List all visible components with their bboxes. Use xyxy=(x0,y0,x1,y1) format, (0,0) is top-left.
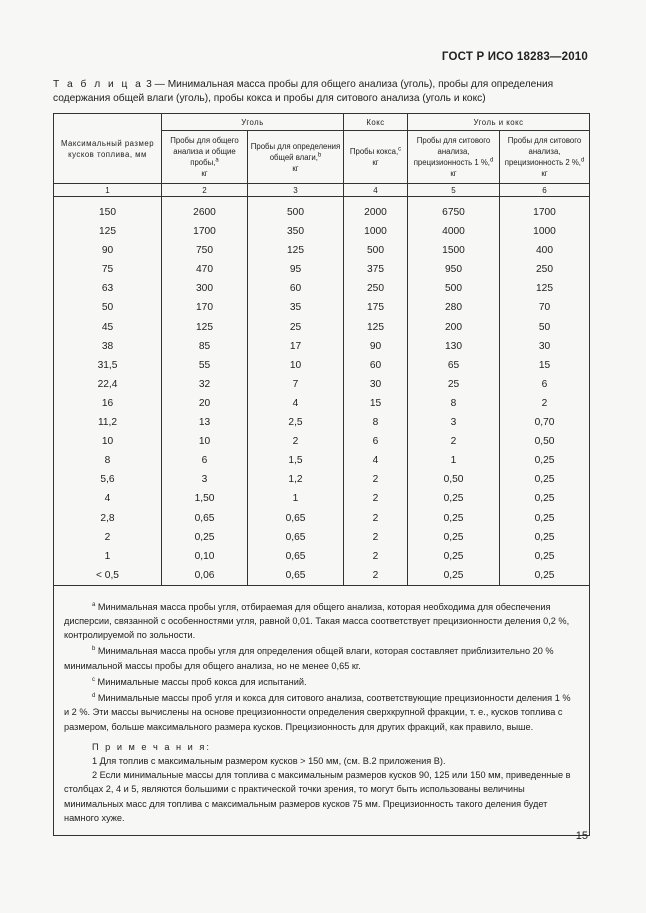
table-cell: 4000 xyxy=(442,226,465,238)
table-cell: 500 xyxy=(367,245,384,257)
table-cell: 0,25 xyxy=(534,493,555,505)
table-cell: 2 xyxy=(372,550,379,562)
table-cell: 2 xyxy=(104,531,111,543)
table-cell: 10 xyxy=(101,436,114,448)
table-cell: 2600 xyxy=(193,207,216,218)
document-header: ГОСТ Р ИСО 18283—2010 xyxy=(441,51,588,63)
table-cell: 2 xyxy=(372,493,379,505)
header-sieve-2pct xyxy=(500,131,590,184)
table-cell: 2 xyxy=(372,569,379,581)
table-cell: 0,25 xyxy=(534,474,555,486)
table-cell: 280 xyxy=(445,302,462,314)
table-cell: 250 xyxy=(536,264,553,276)
table-cell: 25 xyxy=(447,378,460,390)
table-caption xyxy=(53,78,593,106)
table-cell: 6 xyxy=(541,378,548,390)
footnote-ref-d: d xyxy=(580,157,585,164)
table-cell: 50 xyxy=(101,302,114,314)
table-cell: 2 xyxy=(450,436,457,448)
table-cell: 0,65 xyxy=(194,512,215,524)
page-number: 15 xyxy=(575,830,588,842)
table-cell: 1500 xyxy=(442,245,465,257)
column-sieve-1pct xyxy=(408,197,500,586)
table-cell: 20 xyxy=(198,397,211,409)
table-cell: 31,5 xyxy=(97,359,118,371)
footnote-text: Минимальные массы проб кокса для испытаний. xyxy=(95,676,307,687)
sample-mass-table xyxy=(53,113,590,836)
column-sieve-2pct xyxy=(500,197,590,586)
table-cell: 90 xyxy=(101,245,114,257)
table-cell: 3 xyxy=(201,474,208,486)
table-cell: 0,10 xyxy=(194,550,215,562)
header-sieve1-text: Пробы для ситового анализа, прецизионность 1 %, xyxy=(413,136,491,167)
table-cell: 90 xyxy=(369,340,382,352)
table-cell: 16 xyxy=(101,397,114,409)
table-cell: 500 xyxy=(445,283,462,295)
notes-row xyxy=(54,585,590,835)
table-cell: 0,25 xyxy=(534,550,555,562)
table-cell: 250 xyxy=(367,283,384,295)
note-item: 2 Если минимальные массы для топлива с максимальным размеров кусков 90, 125 или 150 мм, приведенные в столбцах 2, 4 и 5, являются большими с практической точки зрения, то могут быть использованы величины минимальных масс для топлива с максимальным размеров кусков 75 мм. Прецизионность такого деления будет намного хуже. xyxy=(64,770,571,823)
header-unit: кг xyxy=(541,169,548,178)
table-cell: 2 xyxy=(292,436,299,448)
table-cell: 25 xyxy=(289,321,302,333)
footnote-ref-c: c xyxy=(398,146,402,153)
table-cell: 60 xyxy=(369,359,382,371)
table-cell: 55 xyxy=(198,359,211,371)
column-number: 2 xyxy=(162,184,248,197)
column-general-analysis xyxy=(162,197,248,586)
table-cell: 1 xyxy=(104,550,111,562)
table-cell: 0,70 xyxy=(534,417,555,429)
footnote-text: Минимальная масса пробы угля для определения общей влаги, которая составляет приблизительно 20 % минимальной массы пробы для общего анализа, но не менее 0,65 кг. xyxy=(64,646,554,671)
table-cell: 4 xyxy=(104,493,111,505)
table-cell: 4 xyxy=(292,397,299,409)
table-cell: 0,50 xyxy=(443,474,464,486)
note-item: 1 Для топлив с максимальным размером кусков > 150 мм, (см. В.2 приложения В). xyxy=(92,755,446,766)
table-cell: 3 xyxy=(450,417,457,429)
table-cell: 45 xyxy=(101,321,114,333)
table-cell: 0,25 xyxy=(443,493,464,505)
table-cell: 6 xyxy=(372,436,379,448)
table-cell: 125 xyxy=(367,321,384,333)
table-cell: 125 xyxy=(99,226,116,238)
table-cell: 0,65 xyxy=(285,531,306,543)
footnote-ref-a: a xyxy=(215,157,219,164)
group-header-coal-coke: Уголь и кокс xyxy=(408,114,590,131)
table-cell: 10 xyxy=(289,359,302,371)
table-cell: 2 xyxy=(372,512,379,524)
column-number: 5 xyxy=(408,184,500,197)
table-cell: 950 xyxy=(445,264,462,276)
table-cell: 200 xyxy=(445,321,462,333)
footnote-text: Минимальные массы проб угля и кокса для ситового анализа, соответствующие прецизионности деления 1 % и 2 %. Эти массы вычислены на основе прецизионности определения сверхкрупной фракции, т. е., кусков топлива с размером, больше максимального размера кусков. Прецизионность для других фракций, как правило, выше. xyxy=(64,693,571,732)
column-number: 6 xyxy=(500,184,590,197)
table-cell: 0,65 xyxy=(285,569,306,581)
table-cell: 10 xyxy=(198,436,211,448)
table-cell: 85 xyxy=(198,340,211,352)
table-cell: 95 xyxy=(289,264,302,276)
table-cell: 2,8 xyxy=(100,512,115,524)
table-cell: 17 xyxy=(289,340,302,352)
table-cell: 300 xyxy=(196,283,213,295)
table-cell: 400 xyxy=(536,245,553,257)
table-cell: 1000 xyxy=(364,226,387,238)
header-unit: кг xyxy=(201,169,208,178)
table-cell: 2000 xyxy=(364,207,387,218)
table-cell: 130 xyxy=(445,340,462,352)
table-cell: 8 xyxy=(372,417,379,429)
footnote-mark: d xyxy=(92,693,96,700)
table-cell: 4 xyxy=(372,455,379,467)
table-cell: 2 xyxy=(541,397,548,409)
table-cell: 1000 xyxy=(533,226,556,238)
table-cell: 1 xyxy=(450,455,457,467)
table-cell: 750 xyxy=(196,245,213,257)
table-cell: 0,50 xyxy=(534,436,555,448)
column-number: 1 xyxy=(54,184,162,197)
table-cell: 1 xyxy=(292,493,299,505)
group-header-coke: Кокс xyxy=(344,114,408,131)
column-number-row xyxy=(54,184,590,197)
table-cell: 150 xyxy=(99,207,116,218)
table-cell: 0,65 xyxy=(285,550,306,562)
header-coke-text: Пробы кокса, xyxy=(349,147,399,156)
table-cell: 7 xyxy=(292,378,299,390)
table-cell: 350 xyxy=(287,226,304,238)
table-cell: 375 xyxy=(367,264,384,276)
table-cell: 0,25 xyxy=(534,569,555,581)
table-cell: 0,25 xyxy=(194,531,215,543)
table-cell: 8 xyxy=(104,455,111,467)
table-cell: 63 xyxy=(101,283,114,295)
table-cell: 2 xyxy=(372,531,379,543)
footnote-text: Минимальная масса пробы угля, отбираемая для общего анализа, которая необходима для обеспечения дисперсии, связанной с особенностями угля, равной 0,01. Такая масса соответствует прецизионности деления 0,2 %, контролируемой по зольности. xyxy=(64,601,570,641)
header-sieve2-text: Пробы для ситового анализа, прецизионность 2 %, xyxy=(504,136,582,167)
footnote-mark: a xyxy=(92,601,96,608)
table-cell: 38 xyxy=(101,340,114,352)
table-cell: 0,25 xyxy=(534,455,555,467)
table-caption-label: Т а б л и ц а xyxy=(53,79,144,90)
table-cell: 11,2 xyxy=(97,417,118,429)
table-cell: 70 xyxy=(538,302,551,314)
table-cell: 1,50 xyxy=(194,493,215,505)
group-header-row xyxy=(54,114,590,131)
table-cell: 125 xyxy=(196,321,213,333)
table-cell: 170 xyxy=(196,302,213,314)
table-cell: 0,25 xyxy=(443,550,464,562)
table-cell: 75 xyxy=(101,264,114,276)
header-max-size: Максимальный размер кусков топлива, мм xyxy=(54,114,162,184)
table-cell: 6 xyxy=(201,455,208,467)
header-general-analysis xyxy=(162,131,248,184)
table-cell: 1,5 xyxy=(288,455,303,467)
footnote-ref-b: b xyxy=(317,151,322,158)
header-general-text: Пробы для общего анализа и общие пробы, xyxy=(170,136,239,167)
notes-list xyxy=(64,754,575,825)
header-moisture-text: Пробы для определения общей влаги, xyxy=(250,141,341,162)
column-number: 4 xyxy=(344,184,408,197)
table-cell: 0,25 xyxy=(534,512,555,524)
data-body-row xyxy=(54,197,590,586)
header-moisture xyxy=(248,131,344,184)
footnote xyxy=(64,691,575,734)
table-cell: 0,65 xyxy=(285,512,306,524)
header-unit: кг xyxy=(450,169,457,178)
table-cell: 1,2 xyxy=(288,474,303,486)
table-cell: 1700 xyxy=(533,207,556,218)
table-cell: 470 xyxy=(196,264,213,276)
footnote xyxy=(64,644,575,672)
table-cell: 0,25 xyxy=(443,569,464,581)
table-cell: 0,25 xyxy=(443,531,464,543)
group-header-coal: Уголь xyxy=(162,114,344,131)
table-cell: 125 xyxy=(287,245,304,257)
footnote-mark: b xyxy=(92,646,96,653)
column-coke xyxy=(344,197,408,586)
header-sieve-1pct xyxy=(408,131,500,184)
table-cell: 2 xyxy=(372,474,379,486)
table-cell: 15 xyxy=(538,359,551,371)
table-cell: 0,25 xyxy=(443,512,464,524)
table-cell: 6750 xyxy=(442,207,465,218)
table-cell: 65 xyxy=(447,359,460,371)
notes-title: П р и м е ч а н и я: xyxy=(92,741,211,752)
header-coke-samples xyxy=(344,131,408,184)
table-cell: 22,4 xyxy=(97,378,118,390)
footnotes-block xyxy=(54,585,590,835)
table-cell: 15 xyxy=(369,397,382,409)
table-cell: 1700 xyxy=(193,226,216,238)
table-cell: 35 xyxy=(289,302,302,314)
column-moisture xyxy=(248,197,344,586)
table-cell: 60 xyxy=(289,283,302,295)
table-cell: 0,25 xyxy=(534,531,555,543)
footnote xyxy=(64,600,575,643)
table-cell: 8 xyxy=(450,397,457,409)
footnote-mark: c xyxy=(92,676,95,683)
table-cell: 175 xyxy=(367,302,384,314)
header-unit: кг xyxy=(372,158,379,167)
column-max-size xyxy=(54,197,162,586)
table-cell: 500 xyxy=(287,207,304,218)
table-cell: 2,5 xyxy=(288,417,303,429)
table-cell: 5,6 xyxy=(100,474,115,486)
table-cell: 30 xyxy=(369,378,382,390)
footnote-list xyxy=(64,600,575,734)
footnote-ref-d: d xyxy=(489,157,494,164)
table-cell: 13 xyxy=(198,417,211,429)
table-cell: < 0,5 xyxy=(96,569,119,581)
table-cell: 125 xyxy=(536,283,553,295)
table-cell: 50 xyxy=(538,321,551,333)
footnote xyxy=(64,675,575,689)
header-unit: кг xyxy=(292,163,299,173)
table-caption-text: 3 — Минимальная масса пробы для общего анализа (уголь), пробы для определения содержания общей влаги (уголь), пробы кокса и пробы для ситового анализа (уголь и кокс) xyxy=(53,79,554,104)
table-cell: 30 xyxy=(538,340,551,352)
table-cell: 32 xyxy=(198,378,211,390)
column-number: 3 xyxy=(248,184,344,197)
table-cell: 0,06 xyxy=(194,569,215,581)
